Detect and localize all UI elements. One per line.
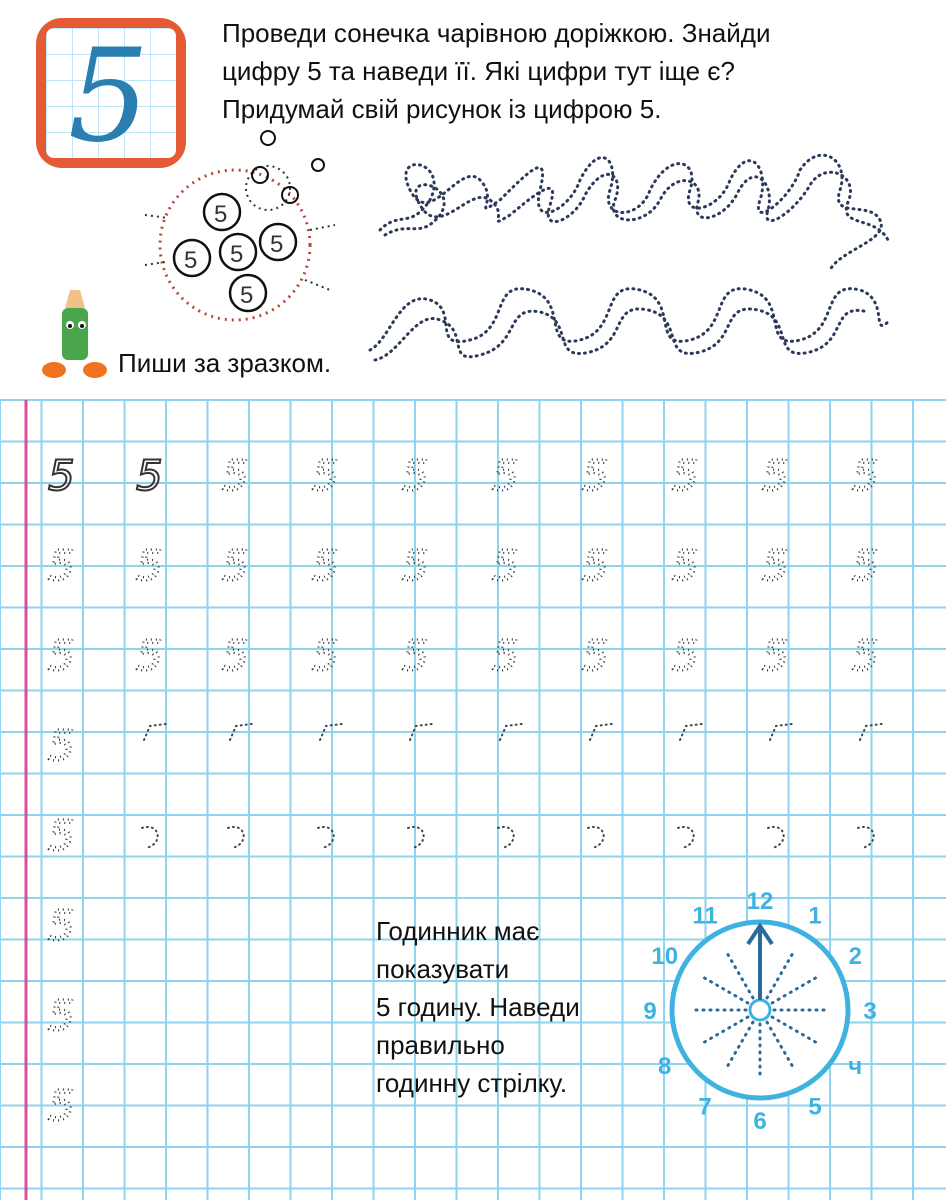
clock-number: 11	[692, 902, 718, 930]
practice-stroke-top	[770, 724, 792, 740]
clock-number: 5	[808, 1093, 822, 1121]
clock-task-line-5: годинну стрілку.	[376, 1068, 568, 1098]
clock-number: 8	[658, 1053, 672, 1080]
practice-digit: 5	[136, 541, 163, 590]
practice-digit: 5	[492, 631, 519, 680]
clock-task-text	[376, 912, 580, 1102]
ladybug-illustration	[140, 130, 370, 330]
task-instruction	[222, 14, 922, 128]
clock-center	[750, 1000, 770, 1020]
practice-digit: 5	[582, 541, 609, 590]
practice-digit: 5	[48, 541, 75, 590]
practice-digit: 5	[402, 631, 429, 680]
clock-number: 3	[863, 998, 877, 1025]
practice-digit: 5	[312, 631, 339, 680]
clock-number: 7	[698, 1093, 712, 1121]
practice-digit: 5	[672, 451, 699, 500]
clock-number: 2	[848, 943, 862, 970]
practice-digit: 5	[136, 451, 163, 500]
practice-stroke-bottom	[228, 827, 244, 848]
practice-stroke-bottom	[678, 827, 694, 848]
task-line-3: Придумай свій рисунок із цифрою 5.	[222, 94, 662, 124]
practice-digit: 5	[136, 631, 163, 680]
practice-digit: 5	[582, 451, 609, 500]
practice-digit: 5	[222, 631, 249, 680]
pencil-mascot	[40, 290, 110, 385]
badge-digit: 5	[68, 22, 150, 171]
clock-task-line-1: Годинник має	[376, 916, 540, 946]
practice-digit: 5	[48, 631, 75, 680]
practice-digit: 5	[402, 451, 429, 500]
magic-dotted-path	[370, 140, 910, 380]
practice-digit: 5	[48, 721, 75, 770]
practice-stroke-top	[590, 724, 612, 740]
task-line-1: Проведи сонечка чарівною доріжкою. Знайди	[222, 18, 771, 48]
practice-stroke-top	[320, 724, 342, 740]
practice-digit: 5	[762, 541, 789, 590]
practice-digit: 5	[48, 811, 75, 860]
practice-stroke-bottom	[588, 827, 604, 848]
clock	[630, 880, 890, 1140]
practice-digit: 5	[312, 541, 339, 590]
practice-digit: 5	[762, 451, 789, 500]
clock-task-line-3: 5 годину. Наведи	[376, 992, 580, 1022]
clock-number: 10	[651, 943, 679, 970]
practice-digit: 5	[222, 541, 249, 590]
ladybug-digit: 5	[184, 247, 198, 274]
clock-task-line-4: правильно	[376, 1030, 505, 1060]
clock-number: 9	[643, 998, 657, 1025]
clock-number: ч	[848, 1053, 863, 1080]
practice-digit: 5	[222, 451, 249, 500]
practice-digit: 5	[492, 451, 519, 500]
practice-stroke-bottom	[408, 827, 424, 848]
practice-digit: 5	[402, 541, 429, 590]
practice-stroke-bottom	[768, 827, 784, 848]
practice-stroke-top	[860, 724, 882, 740]
practice-digit: 5	[48, 1081, 75, 1130]
practice-digit: 5	[492, 541, 519, 590]
practice-stroke-bottom	[498, 827, 514, 848]
practice-digit: 5	[48, 991, 75, 1040]
practice-stroke-top	[500, 724, 522, 740]
ladybug-digit: 5	[270, 231, 284, 258]
practice-stroke-top	[410, 724, 432, 740]
ladybug-digit: 5	[240, 282, 254, 309]
practice-stroke-top	[144, 724, 166, 740]
ladybug-digit: 5	[214, 201, 228, 228]
practice-stroke-bottom	[142, 827, 158, 848]
clock-number: 6	[753, 1108, 767, 1135]
sample-label: Пиши за зразком.	[118, 348, 332, 378]
clock-task-line-2: показувати	[376, 954, 510, 984]
practice-digit: 5	[852, 451, 879, 500]
practice-digit: 5	[48, 451, 75, 500]
practice-digit: 5	[672, 631, 699, 680]
clock-number: 1	[808, 902, 822, 930]
practice-stroke-bottom	[318, 827, 334, 848]
practice-digit: 5	[312, 451, 339, 500]
practice-stroke-top	[230, 724, 252, 740]
practice-digit: 5	[852, 631, 879, 680]
practice-digit: 5	[852, 541, 879, 590]
practice-digit: 5	[48, 901, 75, 950]
ladybug-spots	[174, 194, 296, 311]
practice-digit: 5	[582, 631, 609, 680]
ladybug-digit: 5	[230, 241, 244, 268]
practice-digit: 5	[672, 541, 699, 590]
clock-number: 12	[746, 888, 774, 915]
task-line-2: цифру 5 та наведи її. Які цифри тут іще є?	[222, 56, 736, 86]
practice-stroke-bottom	[858, 827, 874, 848]
practice-digit: 5	[762, 631, 789, 680]
practice-stroke-top	[680, 724, 702, 740]
